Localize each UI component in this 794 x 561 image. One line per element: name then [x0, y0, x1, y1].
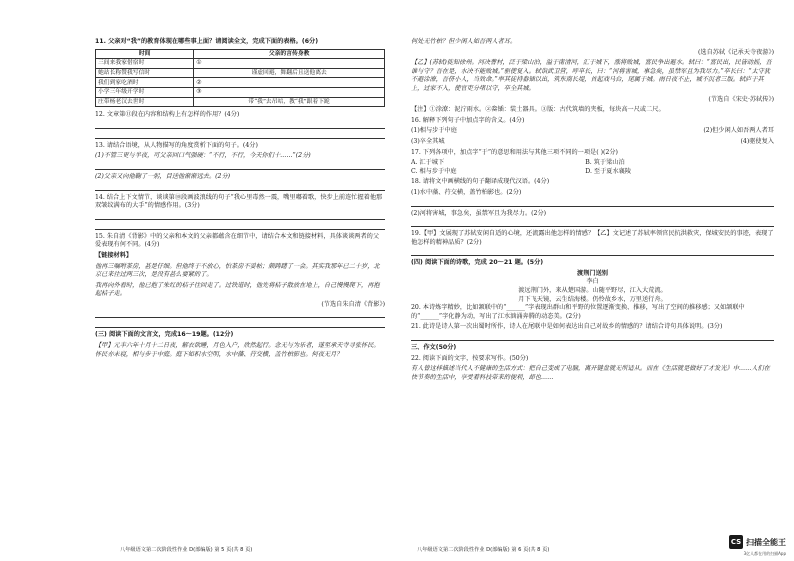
- answer-line: [95, 122, 385, 129]
- page-footer: 八年级语文第二次阶段性作业 D(部编版) 第 5 页(共 8 页): [120, 547, 253, 553]
- poem-line: 月下飞天镜，云生结海楼。仍怜故乡水，万里送行舟。: [518, 295, 667, 303]
- essay-prompt: 有人曾这样描述当代人不健康的生活方式：把自己变成了电脑，离开键盘就无所适从。而在《生活就是做好了才发光》中……人们在快节奏的生活中，享受着科技带来的便利，却也……: [411, 365, 770, 381]
- option-d: D. 至于夏水襄陵: [585, 167, 632, 175]
- question-22: 22. 阅读下面的文字，按要求写作。(50分): [411, 354, 529, 362]
- answer-line: [95, 321, 385, 328]
- section-5-title: 三、作文(50分): [411, 344, 457, 352]
- table-cell: ③: [194, 87, 385, 97]
- source-yi: (节选自《宋史·苏轼传》): [708, 95, 774, 103]
- section-4-title: (四) 阅读下面的诗歌，完成 20～21 题。(5分): [411, 259, 544, 267]
- answer-line: [95, 132, 385, 139]
- passage-jia: 【甲】元丰六年十月十二日夜，解衣欲睡，月色入户，欣然起行。念无与为乐者，遂至承天寺寻张怀民。怀民亦未寝，相与步于中庭。庭下如积水空明，水中藻、荇交横，盖竹柏影也。何夜无月？: [95, 342, 380, 358]
- question-15: 15. 朱自清《背影》中的父亲和本文的父亲都蕴含在细节中，请结合本文和链接材料，具体谈谈两者的父爱表现有何不同。(4分): [95, 232, 380, 249]
- answer-line: [95, 223, 385, 230]
- question-21: 21. 此诗是诗人第一次出蜀时所作，诗人在尾联中是如何表达出自己对故乡的情感的？请结合诗句具体说明。(3分): [411, 323, 723, 331]
- question-12: 12. 文章第⑪段在内容和结构上有怎样的作用？(4分): [95, 111, 240, 119]
- logo-text: 扫描全能王: [746, 537, 786, 547]
- table-header: 父亲的言传身教: [194, 49, 385, 59]
- annotation-note: 【注】①涂潦：泥泞雨水。②畚锸：装土器具。③版：古代筑墙的夹板，每块高一尺或二尺。: [411, 106, 665, 114]
- option-a: A. 汇于城下: [411, 159, 445, 167]
- item: (3)卒全其城: [411, 137, 445, 145]
- question-18: 18. 请将文中画横线的句子翻译成现代汉语。(4分): [411, 178, 550, 186]
- table-cell: 谨虚回避，舞翻后且送他离去: [194, 68, 385, 78]
- table-row: [96, 68, 385, 78]
- logo-subtitle: 3亿人都在用的扫描App: [743, 551, 786, 556]
- camscanner-icon: CS: [729, 535, 743, 549]
- answer-line: [411, 220, 774, 227]
- table-header: 时间: [96, 49, 194, 59]
- table-row: [96, 59, 385, 69]
- question-11: 11. 父亲对“我”的教育体现在哪些事上面？请阅读全文，完成下面的表格。(6分): [95, 38, 319, 45]
- question-13-2: (2)父亲又向他鞠了一躬，目送他渐渐远去。(2分): [95, 172, 231, 180]
- source-jia: (选自苏轼《记承天寺夜游》): [698, 48, 774, 56]
- table-row: [96, 87, 385, 97]
- answer-line: [411, 334, 774, 341]
- passage-yi: 【乙】(苏轼)徙知徐州。河决曹村，泛于梁山泊，溢于南清河，汇于城下，涨将败城，富民争出避水。轼曰：“富民出，民皆动摇，吾谁与守？吾在是，水决不能败城。”驱使复入。轼诣武卫营，呼卒长，曰：“河将害城，事急矣，虽禁军且为我尽力。”卒长曰：“太守犹不避涂潦，吾侪小人，当效命。”率其徒持畚锸以出，筑东南长堤，首起戏马台，尾属于城。雨日夜不止，城不沉者三版。轼庐于其上，过家不入，使官吏分堵以守，卒全其城。: [411, 59, 772, 92]
- father-table: [95, 49, 385, 108]
- question-16-items-b: [411, 138, 774, 147]
- link-material-p2: 我再向外看时，他已抱了朱红的桔子往回走了。过铁道时，他先将桔子散放在地上，自己慢慢爬下，再抱起桔子走。: [95, 281, 380, 298]
- question-17: 17. 下列各项中，加点字“于”的意思和用法与其他三项不同的一项是( )(2分): [411, 148, 618, 156]
- table-row: [96, 97, 385, 107]
- item: (2)但少闲人如吾两人者耳: [703, 127, 774, 135]
- table-cell: ①: [194, 59, 385, 69]
- answer-line: [95, 311, 385, 318]
- question-20: 20. 本诗炼字精妙，比如颔联中的“______”字表现出群山和平野的位置逐渐变换、推移，写出了空间的推移感；又如颔联中的“______”字化静为动，写出了江水汹涌奔腾的动态美。(2分): [411, 304, 745, 320]
- page-footer: 八年级语文第二次阶段性作业 D(部编版) 第 6 页(共 8 页): [417, 547, 550, 553]
- option-b: B. 筑于梁山泊: [585, 159, 625, 167]
- table-cell: 我们到家吃酒时: [96, 78, 194, 88]
- table-cell: 庄带杨老汉去世时: [96, 97, 194, 107]
- question-18-1: (1)水中藻、荇交横，盖竹柏影也。(2分): [411, 188, 522, 196]
- answer-line: [95, 213, 385, 220]
- item: (4)驱使复入: [740, 137, 774, 145]
- question-17-options: [411, 159, 774, 176]
- question-19: 19.【甲】文展现了苏轼安闲自适的心境，还流露出他怎样的情感？【乙】文记述了苏轼率领官民抗洪救灾，保城安民的事迹，表现了他怎样的精神品质？(2分): [411, 230, 774, 246]
- table-cell: 小学三年级开学时: [96, 87, 194, 97]
- question-16: 16. 解释下列句子中加点字的含义。(4分): [411, 116, 525, 124]
- question-13: 13. 请结合语境，从人物描写的角度赏析下面的句子。(4分): [95, 141, 258, 149]
- table-cell: ②: [194, 78, 385, 88]
- option-c: C. 相与步于中庭: [411, 167, 457, 175]
- question-16-items-a: [411, 127, 774, 136]
- table-cell: 她站长称赞我写信时: [96, 68, 194, 78]
- answer-line: [411, 200, 774, 207]
- source-note: (节选自朱自清《背影》): [321, 300, 385, 308]
- table-cell: 带“我”去吊唁，教“我”跟着下跪: [194, 97, 385, 107]
- question-18-2: (2)河将害城，事急矣，虽禁军且为我尽力。(2分): [411, 209, 547, 217]
- question-13-1: (1)不管三更与半夜，可父亲回口气强硬：“不行，不行，今天你们十……”(2分): [95, 152, 311, 160]
- right-page: [397, 0, 794, 561]
- question-14: 14. 结合上下文情节，谈谈第⑩段画波浪线的句子“我心里毒然一震，嘴里嘟着歌，快步上前连忙握着他那双皱纹满布的大手”的情感作用。(3分): [95, 193, 383, 210]
- link-material-title: 【链接材料】: [95, 251, 133, 259]
- table-cell: 三间来我家借宿时: [96, 59, 194, 69]
- passage-jia-cont: 何处无竹柏？但少闲人如吾两人者耳。: [411, 38, 517, 45]
- link-material-p1: 他再三嘱咐茶房，甚是仔细。但他终于不放心，怕茶房不妥帖；颇踌躇了一会。其实我那年已二十岁，北京已来往过两三次，是没有甚么要紧的了。: [95, 262, 380, 279]
- section-3-title: (三) 阅读下面的文言文，完成16～19题。(12分): [95, 331, 234, 339]
- poem-line: 渡远荆门外，来从楚国游。山随平野尽，江入大荒流。: [518, 287, 667, 295]
- poem-author: 李白: [586, 278, 599, 286]
- answer-line: [411, 249, 774, 256]
- answer-line: [95, 184, 385, 191]
- scanner-logo: [729, 535, 786, 549]
- poem-title: 渡荆门送别: [577, 269, 608, 277]
- item: (1)相与步于中庭: [411, 127, 457, 135]
- table-row: [96, 78, 385, 88]
- answer-line: [95, 163, 385, 170]
